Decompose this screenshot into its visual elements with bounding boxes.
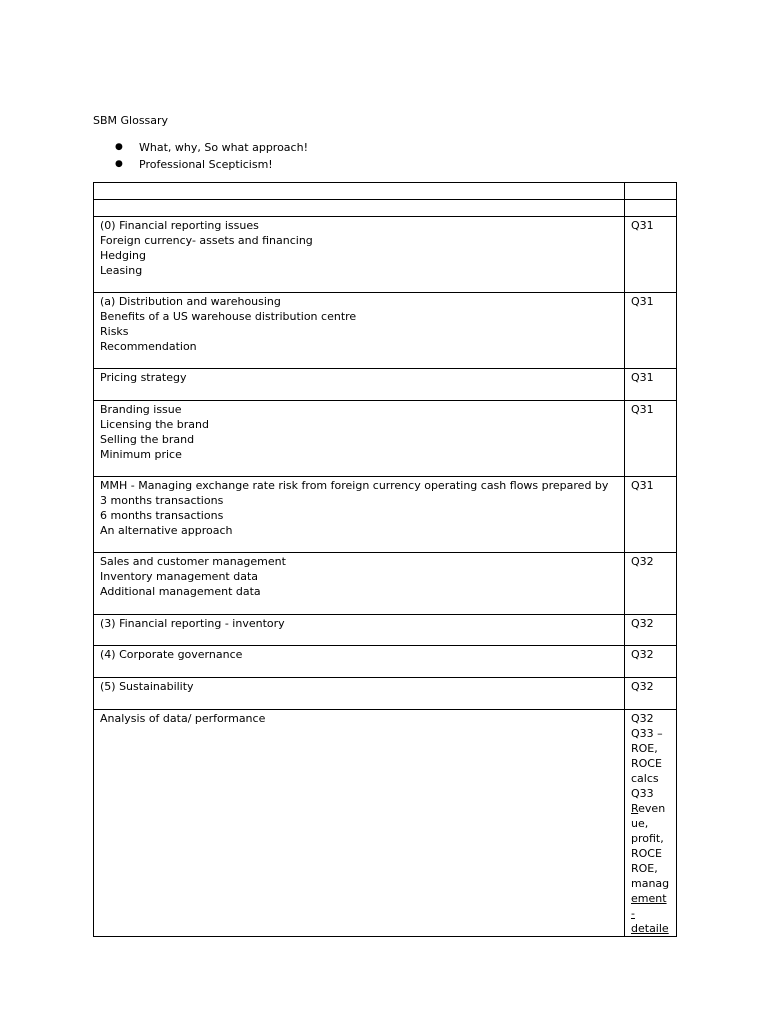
topic-line: An alternative approach bbox=[100, 524, 233, 537]
topic-line: Selling the brand bbox=[100, 433, 195, 446]
topic-line: MMH - Managing exchange rate risk from foreign currency operating cash flows prepared by bbox=[100, 479, 609, 492]
topic-line: Foreign currency- assets and financing bbox=[100, 234, 313, 247]
table-row bbox=[94, 369, 677, 401]
question-ref: ROCE bbox=[631, 757, 662, 770]
topic-line: Sales and customer management bbox=[100, 555, 286, 568]
question-ref: Q31 bbox=[631, 295, 654, 308]
topic-line: Inventory management data bbox=[100, 570, 258, 583]
question-ref: Q32 bbox=[631, 712, 654, 725]
reference-cell bbox=[625, 369, 677, 401]
topic-line: Licensing the brand bbox=[100, 418, 209, 431]
topic-line: 3 months transactions bbox=[100, 494, 224, 507]
question-ref: profit, bbox=[631, 832, 664, 845]
topic-line: Leasing bbox=[100, 264, 143, 277]
question-ref: Q33 bbox=[631, 787, 654, 800]
topic-line: Benefits of a US warehouse distribution centre bbox=[100, 310, 357, 323]
reference-cell bbox=[625, 293, 677, 369]
question-ref: - bbox=[631, 907, 635, 920]
topic-cell bbox=[94, 183, 625, 200]
topic-cell bbox=[94, 477, 625, 553]
table-row bbox=[94, 646, 677, 678]
topic-line: Risks bbox=[100, 325, 129, 338]
topic-cell bbox=[94, 615, 625, 646]
question-ref: ue, bbox=[631, 817, 649, 830]
question-ref: Q33 – bbox=[631, 727, 663, 740]
topic-line: Hedging bbox=[100, 249, 147, 262]
question-ref: Q32 bbox=[631, 680, 654, 693]
question-ref: Q32 bbox=[631, 555, 654, 568]
question-ref: ROE, bbox=[631, 742, 658, 755]
topic-cell bbox=[94, 293, 625, 369]
bullet-icon: ● bbox=[115, 142, 123, 152]
topic-cell bbox=[94, 217, 625, 293]
question-ref: Q31 bbox=[631, 219, 654, 232]
reference-cell bbox=[625, 678, 677, 710]
topic-line: 6 months transactions bbox=[100, 509, 224, 522]
topic-line: Branding issue bbox=[100, 403, 182, 416]
topic-cell bbox=[94, 200, 625, 217]
question-ref: ement bbox=[631, 892, 667, 905]
topic-cell bbox=[94, 646, 625, 678]
question-ref: Reven bbox=[631, 802, 666, 815]
topic-cell bbox=[94, 553, 625, 615]
question-ref: manag bbox=[631, 877, 670, 890]
bullet-list bbox=[93, 139, 308, 173]
question-ref: Q31 bbox=[631, 371, 654, 384]
table-row bbox=[94, 217, 677, 293]
table-row bbox=[94, 401, 677, 477]
topic-cell bbox=[94, 401, 625, 477]
reference-cell bbox=[625, 710, 677, 937]
underlined-letter: R bbox=[631, 802, 639, 815]
reference-cell bbox=[625, 646, 677, 678]
topic-line: Analysis of data/ performance bbox=[100, 712, 266, 725]
reference-cell bbox=[625, 217, 677, 293]
page-title: SBM Glossary bbox=[93, 114, 169, 127]
topic-line: (5) Sustainability bbox=[100, 680, 194, 693]
question-ref: Q32 bbox=[631, 648, 654, 661]
table-row bbox=[94, 710, 677, 937]
bullet-item: ● What, why, So what approach! bbox=[115, 141, 308, 154]
reference-cell bbox=[625, 553, 677, 615]
reference-cell bbox=[625, 183, 677, 200]
question-ref: Q31 bbox=[631, 479, 654, 492]
question-ref: ROE, bbox=[631, 862, 658, 875]
question-ref: Q31 bbox=[631, 403, 654, 416]
reference-cell bbox=[625, 615, 677, 646]
question-ref: Q32 bbox=[631, 617, 654, 630]
table-row bbox=[94, 293, 677, 369]
topic-line: Minimum price bbox=[100, 448, 182, 461]
table-row bbox=[94, 200, 677, 217]
table-row bbox=[94, 678, 677, 710]
topic-line: (0) Financial reporting issues bbox=[100, 219, 259, 232]
table-row bbox=[94, 553, 677, 615]
reference-cell bbox=[625, 477, 677, 553]
bullet-icon: ● bbox=[115, 159, 123, 169]
question-ref: ROCE bbox=[631, 847, 662, 860]
topic-line: Pricing strategy bbox=[100, 371, 187, 384]
topic-cell bbox=[94, 678, 625, 710]
table-row bbox=[94, 477, 677, 553]
question-ref: detaile bbox=[631, 922, 669, 935]
bullet-item: ● Professional Scepticism! bbox=[115, 158, 273, 171]
question-ref: calcs bbox=[631, 772, 659, 785]
topic-line: (a) Distribution and warehousing bbox=[100, 295, 281, 308]
reference-cell bbox=[625, 200, 677, 217]
topic-line: Recommendation bbox=[100, 340, 197, 353]
glossary-table bbox=[93, 182, 677, 937]
topic-line: (4) Corporate governance bbox=[100, 648, 243, 661]
table-row bbox=[94, 183, 677, 200]
table-row bbox=[94, 615, 677, 646]
topic-line: (3) Financial reporting - inventory bbox=[100, 617, 285, 630]
reference-cell bbox=[625, 401, 677, 477]
topic-cell bbox=[94, 369, 625, 401]
topic-cell bbox=[94, 710, 625, 937]
topic-line: Additional management data bbox=[100, 585, 261, 598]
